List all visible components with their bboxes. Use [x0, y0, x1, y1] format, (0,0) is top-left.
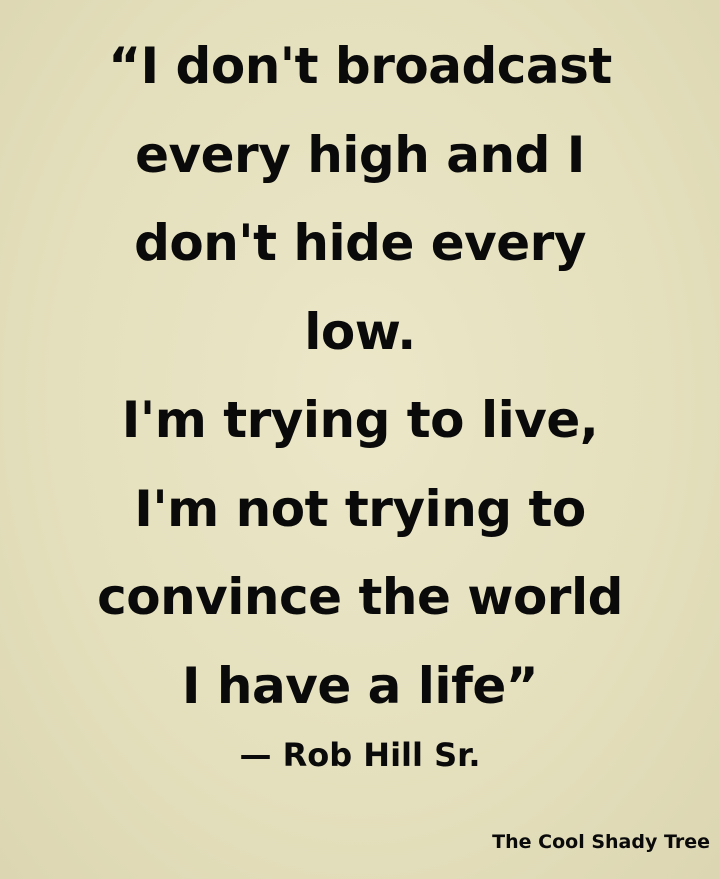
source-credit: The Cool Shady Tree [492, 831, 710, 853]
quote-line: I have a life” [181, 656, 539, 715]
quote-line: I'm not trying to [134, 479, 586, 538]
quote-line: don't hide every [134, 214, 586, 272]
quote-line: I'm trying to live, [121, 391, 599, 449]
quote-line: every high and I [135, 125, 585, 184]
quote-line: convince the world [97, 568, 623, 626]
quote-line: low. [304, 302, 416, 361]
quote-line: “I don't broadcast [108, 37, 612, 95]
quote-author: — Rob Hill Sr. [239, 736, 481, 774]
quote-text [0, 22, 720, 730]
